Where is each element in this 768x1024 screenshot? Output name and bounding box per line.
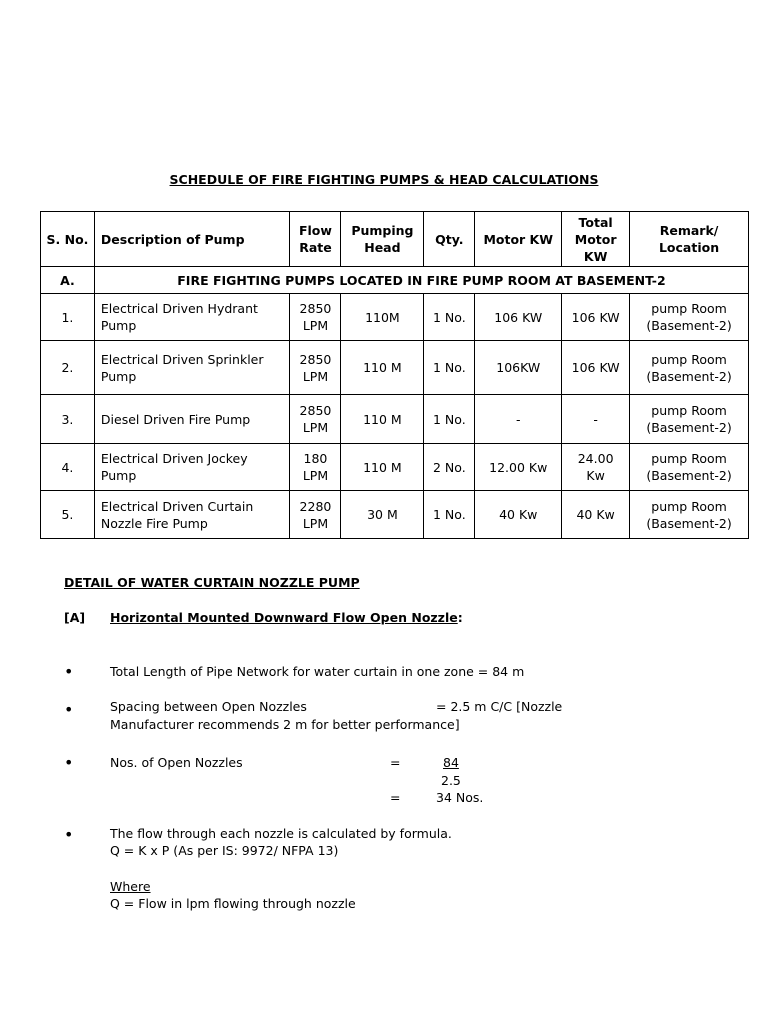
bullet-icon: •	[64, 825, 74, 844]
header-flow-rate: Flow Rate	[290, 212, 341, 267]
cell-sno: 4.	[41, 444, 95, 491]
cell-pumping-head: 30 M	[341, 491, 424, 539]
cell-description: Electrical Driven Hydrant Pump	[94, 294, 290, 341]
cell-remark: pump Room (Basement-2)	[630, 294, 749, 341]
cell-pumping-head: 110M	[341, 294, 424, 341]
cell-pumping-head: 110 M	[341, 341, 424, 395]
cell-sno: 5.	[41, 491, 95, 539]
cell-flow-rate: 2850 LPM	[290, 294, 341, 341]
flow-formula: Q = K x P (As per IS: 9972/ NFPA 13)	[110, 843, 339, 858]
cell-motor-kw: 40 Kw	[475, 491, 562, 539]
bullet-icon: •	[64, 753, 74, 772]
spacing-value: = 2.5 m C/C [Nozzle	[436, 699, 563, 714]
bullet-icon: •	[64, 662, 74, 681]
table-row	[41, 341, 749, 395]
header-sno: S. No.	[41, 212, 95, 267]
header-remark-location: Remark/ Location	[630, 212, 749, 267]
cell-qty: 2 No.	[424, 444, 475, 491]
cell-qty: 1 No.	[424, 491, 475, 539]
equals-sign: =	[390, 755, 401, 770]
flow-formula-intro: The flow through each nozzle is calculated by formula.	[110, 826, 452, 841]
nozzle-count-result: 34 Nos.	[436, 790, 484, 805]
cell-description: Electrical Driven Curtain Nozzle Fire Pump	[94, 491, 290, 539]
cell-total-motor-kw: 106 KW	[562, 294, 630, 341]
cell-total-motor-kw: 24.00 Kw	[562, 444, 630, 491]
cell-motor-kw: 12.00 Kw	[475, 444, 562, 491]
cell-qty: 1 No.	[424, 395, 475, 444]
header-description: Description of Pump	[94, 212, 290, 267]
section-title: FIRE FIGHTING PUMPS LOCATED IN FIRE PUMP ROOM AT BASEMENT-2	[94, 267, 748, 294]
section-row	[41, 267, 749, 294]
pump-schedule-table	[40, 211, 749, 539]
cell-flow-rate: 180 LPM	[290, 444, 341, 491]
cell-sno: 2.	[41, 341, 95, 395]
fraction-numerator: 84	[443, 755, 459, 770]
header-total-motor-kw: Total Motor KW	[562, 212, 630, 267]
where-label: Where	[110, 879, 151, 894]
cell-qty: 1 No.	[424, 294, 475, 341]
cell-total-motor-kw: -	[562, 395, 630, 444]
cell-description: Diesel Driven Fire Pump	[94, 395, 290, 444]
table-row	[41, 444, 749, 491]
cell-remark: pump Room (Basement-2)	[630, 341, 749, 395]
detail-heading: DETAIL OF WATER CURTAIN NOZZLE PUMP	[64, 575, 360, 590]
bullet-icon: •	[64, 700, 74, 719]
table-row	[41, 294, 749, 341]
q-definition: Q = Flow in lpm flowing through nozzle	[110, 896, 356, 911]
spacing-label: Spacing between Open Nozzles	[110, 699, 307, 714]
cell-qty: 1 No.	[424, 341, 475, 395]
pipe-length-text: Total Length of Pipe Network for water curtain in one zone = 84 m	[110, 664, 525, 679]
cell-pumping-head: 110 M	[341, 395, 424, 444]
table-row	[41, 491, 749, 539]
header-qty: Qty.	[424, 212, 475, 267]
cell-sno: 3.	[41, 395, 95, 444]
section-label: A.	[41, 267, 95, 294]
sub-heading: Horizontal Mounted Downward Flow Open Nozzle:	[110, 610, 463, 625]
cell-total-motor-kw: 106 KW	[562, 341, 630, 395]
fraction-denominator: 2.5	[441, 773, 461, 788]
cell-pumping-head: 110 M	[341, 444, 424, 491]
sub-label: [A]	[64, 610, 86, 625]
header-motor-kw: Motor KW	[475, 212, 562, 267]
cell-motor-kw: 106KW	[475, 341, 562, 395]
table-header-row	[41, 212, 749, 267]
header-pumping-head: Pumping Head	[341, 212, 424, 267]
cell-flow-rate: 2850 LPM	[290, 395, 341, 444]
table-row	[41, 395, 749, 444]
cell-flow-rate: 2850 LPM	[290, 341, 341, 395]
spacing-note: Manufacturer recommends 2 m for better performance]	[110, 717, 460, 732]
cell-sno: 1.	[41, 294, 95, 341]
cell-remark: pump Room (Basement-2)	[630, 444, 749, 491]
document-title: SCHEDULE OF FIRE FIGHTING PUMPS & HEAD CALCULATIONS	[169, 172, 599, 187]
cell-remark: pump Room (Basement-2)	[630, 395, 749, 444]
nozzle-count-label: Nos. of Open Nozzles	[110, 755, 243, 770]
cell-flow-rate: 2280 LPM	[290, 491, 341, 539]
cell-motor-kw: 106 KW	[475, 294, 562, 341]
cell-motor-kw: -	[475, 395, 562, 444]
cell-total-motor-kw: 40 Kw	[562, 491, 630, 539]
cell-description: Electrical Driven Sprinkler Pump	[94, 341, 290, 395]
equals-sign: =	[390, 790, 401, 805]
cell-remark: pump Room (Basement-2)	[630, 491, 749, 539]
cell-description: Electrical Driven Jockey Pump	[94, 444, 290, 491]
